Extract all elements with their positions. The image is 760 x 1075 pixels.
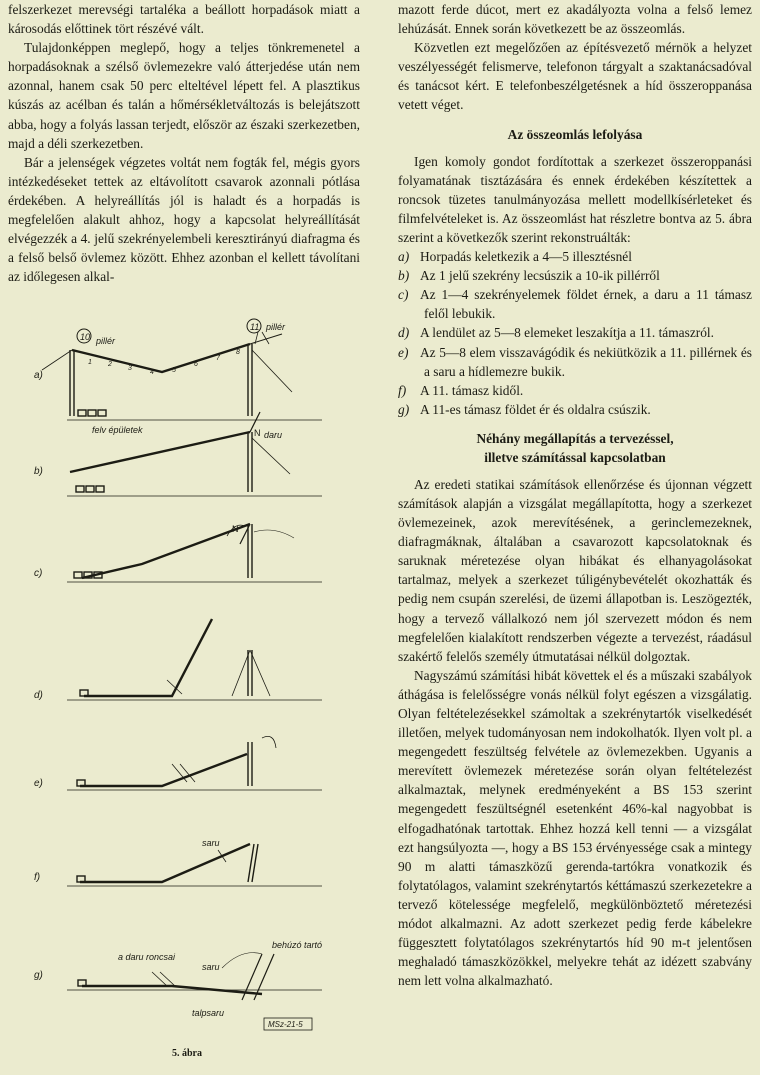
piller-label-left: pillér: [96, 336, 116, 346]
paragraph: felszerkezet merevségi tartaléka a beállott horpadások miatt a károsodás előttinek tört részévé vált.: [8, 2, 360, 37]
segment-num: 2: [108, 361, 112, 368]
paragraph: Az eredeti statikai számítások ellenőrzése és újonnan végzett számítások alapján a vizsgálat megállapította, hogy a szerkezet övlemezeinek, azok merevítésének, a gerinclemezeknek, diafragmáknak, általában a csavarozott kapcsolatoknak és saruknak méretezése olyan hibákat és elhanyagolásokat tartalmaz, melyek a szerkezet túligénybevételét okozhatták és pedig nem csupán szerelési, de üzemi állapotban is. Leszögezték, hogy a tervező vállalkozó nem jól szervezett módon és nem megfelelően kialakított rendszerben végezte a tervezést, ráadásul szakértő felelős személy útmutatásai nélkül dolgoztak.: [398, 476, 752, 664]
stage-label: b): [34, 466, 43, 477]
list-item: f) A 11. támasz kidől.: [398, 382, 524, 398]
stage-d-diagram: [67, 619, 322, 700]
behuzo-label: behúzó tartó: [272, 940, 323, 950]
segment-num: 8: [236, 349, 240, 356]
segment-num: 6: [194, 361, 198, 368]
stamp-label: MSz-21-5: [268, 1020, 303, 1029]
stage-e-diagram: [67, 736, 322, 790]
list-item: a) Horpadás keletkezik a 4—5 illesztésnél: [398, 249, 632, 265]
list-item: d) A lendület az 5—8 elemeket leszakítja a 11. támaszról.: [398, 325, 714, 341]
segment-num: 4: [150, 369, 154, 376]
n-mark: N: [232, 524, 239, 534]
stage-c-diagram: [67, 524, 322, 582]
section-heading: Az összeomlás lefolyása: [507, 126, 643, 142]
stage-f-diagram: [67, 844, 322, 886]
left-column: [8, 0, 360, 286]
stage-g-diagram: [67, 953, 322, 1030]
stage-label: e): [34, 778, 43, 789]
list-item: b) Az 1 jelű szekrény lecsúszik a 10-ik pillérről: [398, 268, 660, 284]
segment-num: 5: [172, 367, 176, 374]
segment-num: 3: [128, 365, 132, 372]
paragraph: Tulajdonképpen meglepő, hogy a teljes tönkremenetel a horpadásoknak a szélső övlemezekre való átterjedése után nem azonnal, hanem csak 50 perc elteltével lépett fel. A plasztikus kúszás az acélban és talán a hőmérsékletváltozás is belejátszott abba, hogy a folyás lassan terjedt, először az északi szerkezetben, majd a déli szerkezetben.: [8, 40, 360, 151]
paragraph: Közvetlen ezt megelőzően az építésvezető mérnök a helyzet veszélyességét felismerve, telefonon tárgyalt a szaktanácsadóval és tanácsot kért. E telefonbeszélgetésnek a híd összeroppanása vetett véget.: [398, 40, 752, 113]
stage-label: g): [34, 970, 43, 981]
felv-label: felv épületek: [92, 425, 143, 435]
stage-label: d): [34, 690, 43, 701]
stage-label: c): [34, 568, 43, 579]
piller-label-right: pillér: [266, 322, 286, 332]
right-column: [398, 0, 752, 990]
list-item: g) A 11-es támasz földet ér és oldalra csúszik.: [398, 401, 651, 417]
figure-caption: 5. ábra: [172, 1048, 202, 1059]
talpsaru-label: talpsaru: [192, 1008, 225, 1018]
paragraph: Nagyszámú számítási hibát követtek el és a műszaki szabályok áthágása is felelősségre vonás nélkül folyt egészen a vizsgálatig. Olyan feltételezésekkel számoltak a szekrénytartók viselkedését illetően, melyek tudományosan nem indokolhatók. Ilyen volt pl. a megengedett feszültség felvétele az övlemezekben. Ugyanis a merevített övlemezek méretezése során olyan feltételezést alkalmaztak, melynek eredményeként a BS 153 szerint megengedett feszültségnél esetenként 46%-kal nagyobbat is elfogadhatónak tartottak. Ehhez hozzá kell tenni — a vizsgálat ezt hangsúlyozta —, hogy a BS 153 érvényessége csak a mintegy 90 m alatti támaszközű gerenda-tartókra vonatkozik és folytatólagos, valamint szekrénytartós kéttámaszú szerkezetekre a tervező kötelessége megfelelő, megkülönböztető méretezési módot alkalmazni. Az adott szerkezet pedig ferde kábelekre függesztett folytatólagos szekrénytartós híd 90 m-t jelentősen meghaladó támaszközökkel, melyekre tehát az idézett szabvány nem lett volna alkalmazható.: [398, 667, 752, 989]
figure-5: [22, 314, 352, 1064]
pier-10-label: 10: [80, 332, 91, 342]
reconstruction-list: [398, 247, 752, 419]
stage-label: f): [34, 872, 41, 883]
collapse-diagram: [22, 314, 352, 1044]
stage-label: a): [34, 370, 43, 381]
segment-num: 1: [88, 359, 92, 366]
daru-roncsai-label: a daru roncsai: [118, 952, 176, 962]
paragraph: Bár a jelenségek végzetes voltát nem fogták fel, mégis gyors intézkedéseket tettek az eltávolított csavarok azonnali pótlása érdekében. A helyreállítás jól is haladt és a horpadás is megfelelően alakult ahhoz, hogy a kapcsolat helyreállítását elvégezzék a 4. jelű szekrényelembeli keresztirányú diafragma és a felső belső övlemez között. Ehhez azonban el kellett távolítani az időlegesen alkal-: [8, 154, 360, 285]
paragraph: mazott ferde dúcot, mert ez akadályozta volna a felső lemez lehúzását. Ennek során következett be az összeomlás.: [398, 2, 752, 37]
daru-label: daru: [264, 430, 283, 440]
saru-label-f: saru: [202, 838, 220, 848]
list-item: e) Az 5—8 elem visszavágódik és nekiütközik a 11. pillérnek és a saru a hídlemezre bukik.: [398, 344, 752, 379]
saru-label-g: saru: [202, 962, 220, 972]
segment-num: 7: [216, 355, 220, 362]
list-item: c) Az 1—4 szekrényelemek földet érnek, a daru a 11 támasz felől lebukik.: [398, 287, 752, 322]
section-heading: Néhány megállapítás a tervezéssel, illetve számítással kapcsolatban: [476, 430, 674, 465]
paragraph: Igen komoly gondot fordítottak a szerkezet összeroppanási folyamatának tisztázására és ennek érdekében készítettek a roncsok tüzetes tanulmányozása mellett modellkísérleteket és filmfelvételeket is. Az összeomlást hat részletre bontva az 5. ábra szerint a következők szerint rekonstruálták:: [398, 153, 752, 245]
n-mark: N: [254, 428, 261, 438]
pier-11-label: 11: [250, 322, 260, 332]
